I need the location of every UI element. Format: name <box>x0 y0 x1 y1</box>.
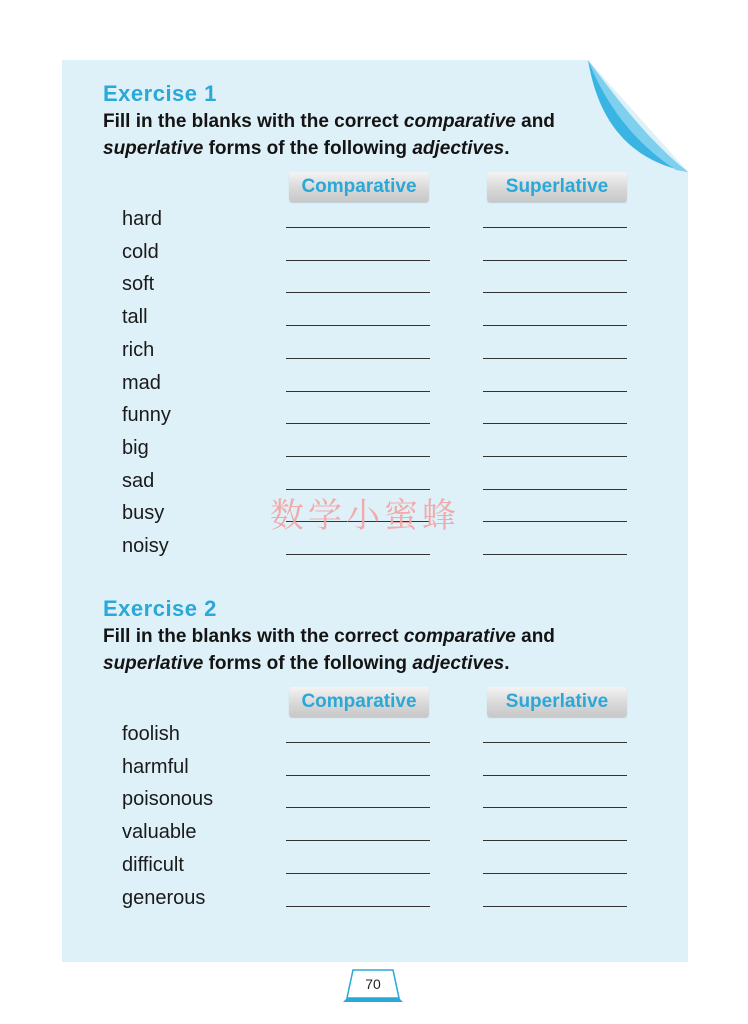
comparative-blank[interactable] <box>286 260 430 261</box>
superlative-blank[interactable] <box>483 456 627 457</box>
word-item: big <box>122 436 149 459</box>
comparative-blank[interactable] <box>286 554 430 555</box>
comparative-blank[interactable] <box>286 292 430 293</box>
superlative-blank[interactable] <box>483 873 627 874</box>
superlative-blank[interactable] <box>483 840 627 841</box>
exercise-2-instructions: Fill in the blanks with the correct comparative and superlative forms of the following adjectives. <box>103 626 555 674</box>
comparative-blank[interactable] <box>286 325 430 326</box>
word-item: hard <box>122 208 163 230</box>
word-item: soft <box>122 273 155 296</box>
comparative-blank[interactable] <box>286 391 430 392</box>
word-item: poisonous <box>122 788 214 811</box>
exercise-2-title: Exercise 2 <box>103 596 217 621</box>
superlative-blank[interactable] <box>483 807 627 808</box>
superlative-blank[interactable] <box>483 292 627 293</box>
exercise-1-comparative-header: Comparative <box>289 172 429 202</box>
page-curl-corner <box>588 60 688 172</box>
comparative-blank[interactable] <box>286 358 430 359</box>
comparative-blank[interactable] <box>286 775 430 776</box>
word-item: funny <box>122 404 171 427</box>
superlative-blank[interactable] <box>483 742 627 743</box>
comparative-blank[interactable] <box>286 227 430 228</box>
word-item: generous <box>122 886 206 909</box>
superlative-blank[interactable] <box>483 489 627 490</box>
superlative-blank[interactable] <box>483 227 627 228</box>
comparative-blank[interactable] <box>286 423 430 424</box>
superlative-blank[interactable] <box>483 521 627 522</box>
comparative-blank[interactable] <box>286 906 430 907</box>
exercise-1-superlative-header: Superlative <box>487 172 627 202</box>
word-item: tall <box>122 306 148 329</box>
comparative-blank[interactable] <box>286 840 430 841</box>
word-item: sad <box>122 469 155 492</box>
superlative-blank[interactable] <box>483 775 627 776</box>
page-number: 70 <box>365 976 381 992</box>
watermark: 数学小蜜蜂 <box>270 496 460 536</box>
comparative-blank[interactable] <box>286 873 430 874</box>
page-number-badge <box>341 968 405 1006</box>
word-item: foolish <box>122 723 180 745</box>
exercise-2-superlative-header: Superlative <box>487 687 627 717</box>
word-item: cold <box>122 240 159 263</box>
comparative-blank[interactable] <box>286 742 430 743</box>
word-item: difficult <box>122 853 184 876</box>
superlative-blank[interactable] <box>483 260 627 261</box>
superlative-blank[interactable] <box>483 423 627 424</box>
superlative-blank[interactable] <box>483 325 627 326</box>
exercise-1-instructions: Fill in the blanks with the correct comparative and superlative forms of the following adjectives. <box>103 111 555 159</box>
word-item: harmful <box>122 755 189 778</box>
superlative-blank[interactable] <box>483 906 627 907</box>
word-item: valuable <box>122 821 197 844</box>
word-item: busy <box>122 502 165 525</box>
exercise-2-comparative-header: Comparative <box>289 687 429 717</box>
word-item: mad <box>122 371 161 394</box>
comparative-blank[interactable] <box>286 456 430 457</box>
superlative-blank[interactable] <box>483 391 627 392</box>
comparative-blank[interactable] <box>286 807 430 808</box>
exercise-1-title: Exercise 1 <box>103 81 217 106</box>
superlative-blank[interactable] <box>483 554 627 555</box>
word-item: rich <box>122 338 155 361</box>
superlative-blank[interactable] <box>483 358 627 359</box>
word-item: noisy <box>122 535 169 557</box>
